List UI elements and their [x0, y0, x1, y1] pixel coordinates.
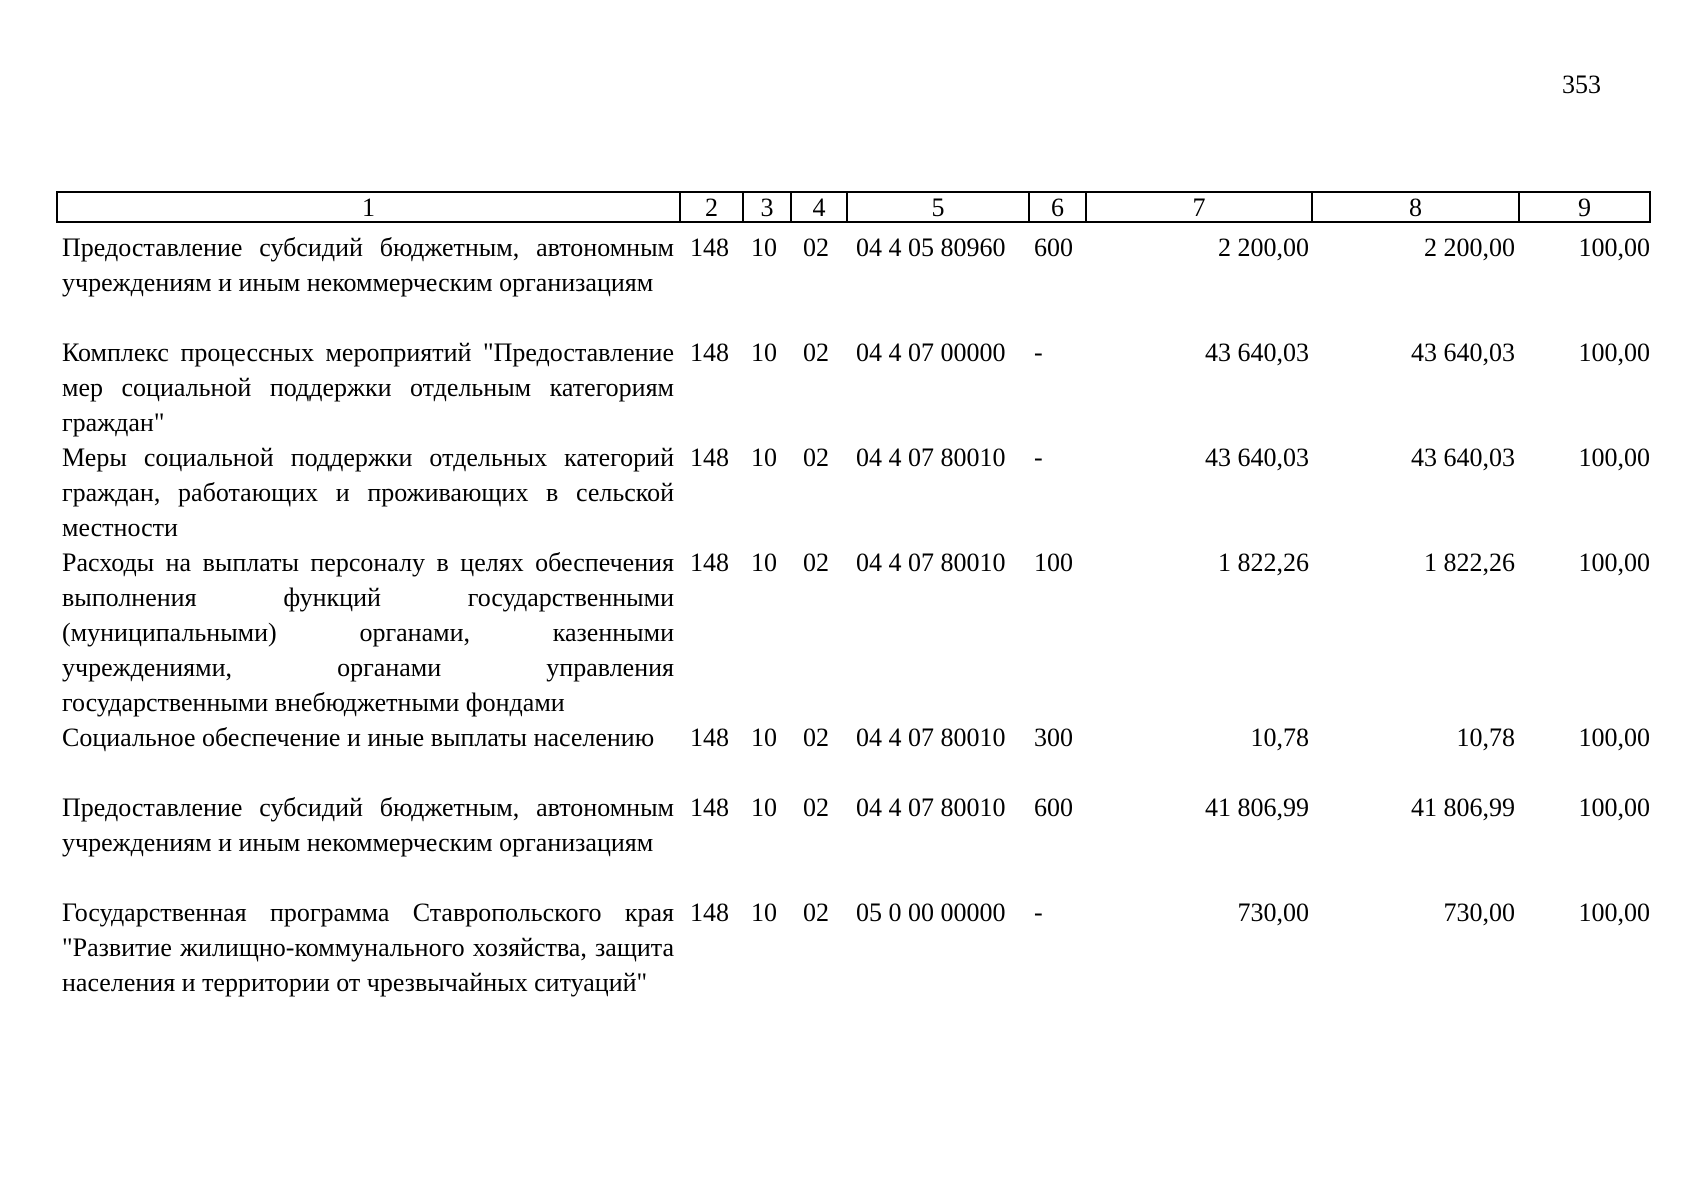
- cell-col-6: -: [1034, 443, 1043, 472]
- cell-col-8: 10,78: [1456, 723, 1515, 752]
- row-description: Предоставление субсидий бюджетным, автономным учреждениям и иным некоммерческим организациям: [62, 793, 674, 857]
- cell-col-8: 41 806,99: [1411, 793, 1515, 822]
- cell-col-8: 43 640,03: [1411, 338, 1515, 367]
- cell-col-7: 10,78: [1250, 723, 1309, 752]
- cell-col-2: 148: [690, 723, 729, 752]
- cell-col-4: 02: [803, 443, 829, 472]
- cell-col-9: 100,00: [1578, 233, 1650, 262]
- cell-col-5: 04 4 07 00000: [856, 338, 1006, 367]
- table-header: [56, 191, 1651, 225]
- cell-col-7: 43 640,03: [1205, 443, 1309, 472]
- cell-col-6: 600: [1034, 793, 1073, 822]
- cell-col-5: 04 4 07 80010: [856, 443, 1006, 472]
- cell-col-2: 148: [690, 793, 729, 822]
- page-number: 353: [1562, 70, 1601, 99]
- cell-col-6: -: [1034, 898, 1043, 927]
- cell-col-3: 10: [751, 793, 777, 822]
- table-row: [0, 895, 1696, 1035]
- cell-col-4: 02: [803, 548, 829, 577]
- cell-col-8: 2 200,00: [1424, 233, 1515, 262]
- cell-col-7: 730,00: [1237, 898, 1309, 927]
- cell-col-4: 02: [803, 723, 829, 752]
- cell-col-2: 148: [690, 338, 729, 367]
- cell-col-4: 02: [803, 338, 829, 367]
- row-description: Комплекс процессных мероприятий "Предоставление мер социальной поддержки отдельным категориям граждан": [62, 338, 674, 437]
- header-col-8: 8: [1311, 191, 1518, 223]
- cell-col-5: 04 4 05 80960: [856, 233, 1006, 262]
- header-col-6: 6: [1028, 191, 1085, 223]
- table-row: [0, 335, 1696, 440]
- row-description: Социальное обеспечение и иные выплаты населению: [62, 723, 655, 752]
- cell-col-3: 10: [751, 338, 777, 367]
- cell-col-9: 100,00: [1578, 793, 1650, 822]
- cell-col-7: 1 822,26: [1218, 548, 1309, 577]
- cell-col-8: 730,00: [1443, 898, 1515, 927]
- cell-col-3: 10: [751, 548, 777, 577]
- cell-col-9: 100,00: [1578, 898, 1650, 927]
- table-row: [0, 720, 1696, 790]
- table-row: [0, 545, 1696, 720]
- row-description: Государственная программа Ставропольского края "Развитие жилищно-коммунального хозяйства, защита населения и территории от чрезвычайных ситуаций": [62, 898, 674, 997]
- cell-col-5: 04 4 07 80010: [856, 548, 1006, 577]
- cell-col-2: 148: [690, 443, 729, 472]
- cell-col-5: 04 4 07 80010: [856, 723, 1006, 752]
- cell-col-9: 100,00: [1578, 548, 1650, 577]
- cell-col-2: 148: [690, 548, 729, 577]
- cell-col-9: 100,00: [1578, 723, 1650, 752]
- cell-col-7: 41 806,99: [1205, 793, 1309, 822]
- cell-col-4: 02: [803, 233, 829, 262]
- cell-col-6: 300: [1034, 723, 1073, 752]
- cell-col-5: 04 4 07 80010: [856, 793, 1006, 822]
- cell-col-9: 100,00: [1578, 338, 1650, 367]
- cell-col-3: 10: [751, 443, 777, 472]
- cell-col-6: 600: [1034, 233, 1073, 262]
- header-col-5: 5: [846, 191, 1028, 223]
- cell-col-9: 100,00: [1578, 443, 1650, 472]
- cell-col-6: 100: [1034, 548, 1073, 577]
- cell-col-4: 02: [803, 898, 829, 927]
- header-col-4: 4: [790, 191, 846, 223]
- cell-col-3: 10: [751, 898, 777, 927]
- table-row: [0, 440, 1696, 545]
- row-description: Меры социальной поддержки отдельных категорий граждан, работающих и проживающих в сельской местности: [62, 443, 674, 542]
- header-col-3: 3: [742, 191, 790, 223]
- header-col-7: 7: [1085, 191, 1311, 223]
- header-col-1: 1: [56, 191, 679, 223]
- cell-col-3: 10: [751, 233, 777, 262]
- cell-col-6: -: [1034, 338, 1043, 367]
- row-description: Предоставление субсидий бюджетным, автономным учреждениям и иным некоммерческим организациям: [62, 233, 674, 297]
- row-description: Расходы на выплаты персоналу в целях обеспечения выполнения функций государственными (муниципальными) органами, казенными учреждениями, органами управления государственными внебюджетными фондами: [62, 548, 674, 717]
- table-body: [0, 230, 1696, 1035]
- cell-col-4: 02: [803, 793, 829, 822]
- cell-col-7: 2 200,00: [1218, 233, 1309, 262]
- cell-col-7: 43 640,03: [1205, 338, 1309, 367]
- table-row: [0, 230, 1696, 335]
- header-col-2: 2: [679, 191, 742, 223]
- cell-col-2: 148: [690, 233, 729, 262]
- cell-col-3: 10: [751, 723, 777, 752]
- header-col-9: 9: [1518, 191, 1651, 223]
- table-row: [0, 790, 1696, 895]
- cell-col-8: 43 640,03: [1411, 443, 1515, 472]
- cell-col-2: 148: [690, 898, 729, 927]
- cell-col-5: 05 0 00 00000: [856, 898, 1006, 927]
- cell-col-8: 1 822,26: [1424, 548, 1515, 577]
